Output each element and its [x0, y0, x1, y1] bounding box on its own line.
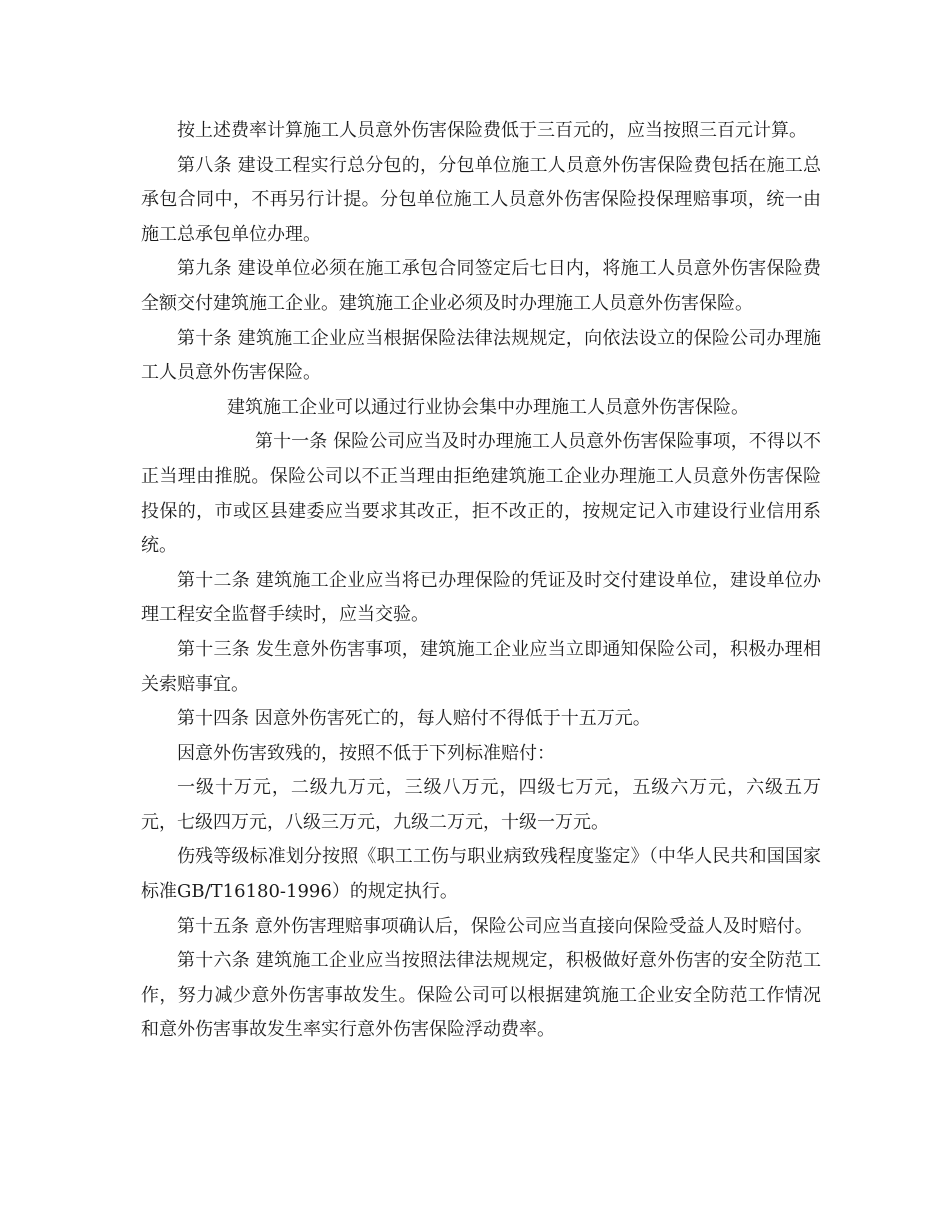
paragraph-article-13: 第十三条 发生意外伤害事项，建筑施工企业应当立即通知保险公司，积极办理相关索赔事宜。 — [141, 638, 821, 695]
paragraph-disability-intro: 因意外伤害致残的，按照不低于下列标准赔付： — [177, 742, 555, 764]
paragraph-article-16: 第十六条 建筑施工企业应当按照法律法规规定，积极做好意外伤害的安全防范工作，努力减少意外伤害事故发生。保险公司可以根据建筑施工企业安全防范工作情况和意外伤害事故发生率实行意外伤害保险浮动费率。 — [141, 950, 821, 1041]
paragraph-article-8: 第八条 建设工程实行总分包的，分包单位施工人员意外伤害保险费包括在施工总承包合同中，不再另行计提。分包单位施工人员意外伤害保险投保理赔事项，统一由施工总承包单位办理。 — [141, 154, 821, 245]
paragraph-article-9: 第九条 建设单位必须在施工承包合同签定后七日内，将施工人员意外伤害保险费全额交付建筑施工企业。建筑施工企业必须及时办理施工人员意外伤害保险。 — [141, 258, 821, 314]
paragraph-article-15: 第十五条 意外伤害理赔事项确认后，保险公司应当直接向保险受益人及时赔付。 — [177, 915, 813, 937]
paragraph-disability-standard: 伤残等级标准划分按照《职工工伤与职业病致残程度鉴定》（中华人民共和国国家标准GB/T16180-1996）的规定执行。 — [141, 846, 821, 903]
paragraph-article-12: 第十二条 建筑施工企业应当将已办理保险的凭证及时交付建设单位，建设单位办理工程安全监督手续时，应当交验。 — [141, 569, 821, 626]
paragraph-article-10: 第十条 建筑施工企业应当根据保险法律法规规定，向依法设立的保险公司办理施工人员意外伤害保险。 — [141, 327, 821, 384]
document-body — [141, 114, 821, 1048]
paragraph-article-14: 第十四条 因意外伤害死亡的，每人赔付不得低于十五万元。 — [177, 708, 651, 730]
paragraph-premium-minimum: 按上述费率计算施工人员意外伤害保险费低于三百元的，应当按照三百元计算。 — [177, 120, 807, 141]
paragraph-article-11: 第十一条 保险公司应当及时办理施工人员意外伤害保险事项，不得以不正当理由推脱。保险公司以不正当理由拒绝建筑施工企业办理施工人员意外伤害保险投保的，市或区县建委应当要求其改正，拒不改正的，按规定记入市建设行业信用系统。 — [141, 431, 821, 557]
paragraph-disability-levels: 一级十万元，二级九万元，三级八万元，四级七万元，五级六万元，六级五万元，七级四万元，八级三万元，九级二万元，十级一万元。 — [141, 777, 821, 833]
paragraph-industry-association: 建筑施工企业可以通过行业协会集中办理施工人员意外伤害保险。 — [227, 396, 749, 418]
